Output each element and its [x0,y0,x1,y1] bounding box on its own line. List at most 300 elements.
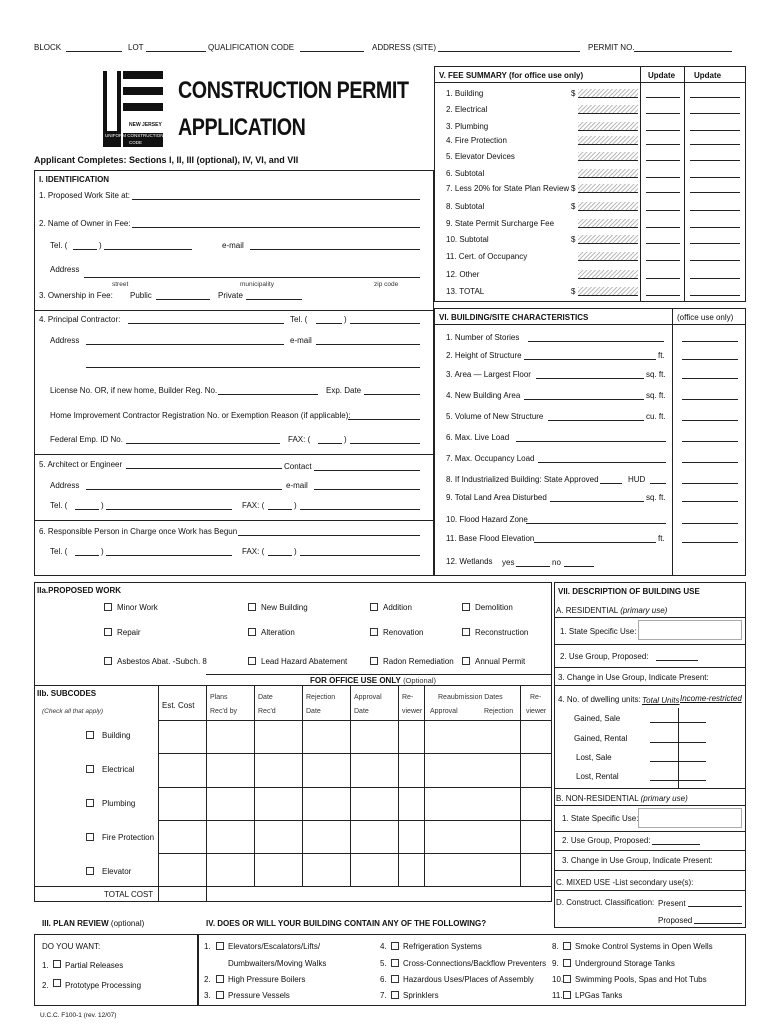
principal-label: 4. Principal Contractor: [39,315,121,324]
partial-num: 1. [42,961,49,970]
license-field[interactable] [218,394,318,395]
fee-update1-field[interactable] [646,278,680,279]
gained-rental-label: Gained, Rental [574,734,628,743]
wetlands-yes-field[interactable] [516,566,550,567]
est-cost-header: Est. Cost [162,701,195,710]
contain-label: Dumbwaiters/Moving Walks [228,959,327,968]
nonres-use-group-field[interactable] [652,844,700,845]
fee-item-label: 3. Plumbing [446,122,489,131]
contain-num: 4. [380,942,387,951]
nonres-primary: (primary use) [640,794,688,803]
principal-email-label: e-mail [290,336,312,345]
fee-item-label: 8. Subtotal [446,202,485,211]
fee-update2-field[interactable] [690,113,740,114]
office-use-bold: FOR OFFICE USE ONLY [310,676,401,685]
principal-email-field[interactable] [316,344,420,345]
responsible-fax-field[interactable] [300,555,420,556]
fee-item-label: 7. Less 20% for State Plan Review [446,184,570,193]
fee-amount-line [578,278,638,279]
mixed-use-label: C. MIXED USE -List secondary use(s): [556,878,694,887]
site-unit-label: ft. [658,534,665,543]
fee-update1-field[interactable] [646,260,680,261]
form-footer: U.C.C. F100-1 (rev. 12/07) [40,1012,117,1019]
lost-rental-label: Lost, Rental [576,772,619,781]
work-checkbox[interactable] [462,603,470,611]
work-checkbox[interactable] [104,628,112,636]
fee-update2-field[interactable] [690,130,740,131]
owner-area-code[interactable] [73,249,97,250]
principal-address-label: Address [50,336,80,345]
lost-rental-field[interactable] [650,780,706,781]
title-line1: CONSTRUCTION PERMIT [178,77,409,104]
contain-label: Cross-Connections/Backflow Preventers [403,959,547,968]
work-site-field[interactable] [132,199,420,200]
contain-num: 10. [552,975,564,984]
work-item-label: Alteration [261,628,295,637]
contain-label: Pressure Vessels [228,991,290,1000]
home-improvement-label: Home Improvement Contractor Registration No. or Exemption Reason (if applicable): [50,411,351,420]
zip-caption: zip code [374,281,399,288]
site-unit-label: sq. ft. [646,370,666,379]
work-checkbox[interactable] [248,628,256,636]
building-site-heading: VI. BUILDING/SITE CHARACTERISTICS [439,313,589,322]
contain-num: 8. [552,942,559,951]
responsible-fax-label: FAX: ( [242,547,265,556]
principal-tel-field[interactable] [350,323,420,324]
residential-label [556,605,667,616]
gained-rental-field[interactable] [650,742,706,743]
work-checkbox[interactable] [370,657,378,665]
subcode-checkbox[interactable] [86,867,94,875]
site-item-label: 7. Max. Occupancy Load [446,454,535,463]
owner-field[interactable] [132,227,420,228]
work-item-label: Demolition [475,603,513,612]
fee-dollar-sign: $ [571,184,576,193]
responsible-fax-area[interactable] [268,555,292,556]
contain-checkbox[interactable] [563,942,571,950]
site-item-label: 11. Base Flood Elevation [446,534,535,543]
fee-amount-line [578,177,638,178]
contain-checkbox[interactable] [391,975,399,983]
fee-update2-field[interactable] [690,278,740,279]
grid-vline [350,686,351,886]
income-restricted-label: Income-restricted [680,694,742,703]
subcode-checkbox[interactable] [86,799,94,807]
site-office-field[interactable] [682,420,738,421]
owner-address-label: Address [50,265,80,274]
principal-address-line2[interactable] [86,367,420,368]
fee-amount-line [578,113,638,114]
grid-hline [158,820,552,821]
architect-fax-close: ) [294,501,297,510]
site-value-field[interactable] [526,523,666,524]
applicant-note: Applicant Completes: Sections I, II, III (optional), IV, VI, and VII [34,155,299,165]
logo-line3: CODE [129,140,143,145]
fee-update2-field[interactable] [690,192,740,193]
fee-update2-field[interactable] [690,295,740,296]
responsible-field[interactable] [238,535,420,536]
private-label: Private [218,291,243,300]
site-item-label: 4. New Building Area [446,391,521,400]
contain-checkbox[interactable] [391,991,399,999]
site-item-label: 10. Flood Hazard Zone [446,515,528,524]
site-unit-label: sq. ft. [646,493,666,502]
prototype-label: Prototype Processing [65,981,142,990]
fee-amount-line [578,295,638,296]
site-value-field[interactable] [528,341,664,342]
site-office-field[interactable] [682,462,738,463]
residential-text: A. RESIDENTIAL [556,606,618,615]
lot-field[interactable] [146,51,206,52]
architect-address-field[interactable] [86,489,282,490]
site-office-field[interactable] [682,523,738,524]
owner-tel-label: Tel. ( [50,241,68,250]
responsible-fax-close: ) [294,547,297,556]
principal-field[interactable] [128,323,284,324]
grid-vline [158,686,159,902]
grid-col-header: Date [258,694,273,701]
grid-col-header: Date [306,708,321,715]
contain-checkbox[interactable] [391,959,399,967]
qualification-code-label: QUALIFICATION CODE [208,43,295,52]
grid-hline [158,787,552,788]
grid-col-header: Rejection [306,694,336,701]
grid-vline [424,686,425,886]
work-site-label: 1. Proposed Work Site at: [39,191,131,200]
contain-num: 5. [380,959,387,968]
contain-label: Swimming Pools, Spas and Hot Tubs [575,975,707,984]
responsible-tel-label: Tel. ( [50,547,68,556]
owner-label: 2. Name of Owner in Fee: [39,219,131,228]
site-value-field[interactable] [524,359,656,360]
fee-update1-field[interactable] [646,144,680,145]
site-item-label: 5. Volume of New Structure [446,412,544,421]
res-state-specific-label: 1. State Specific Use: [560,627,637,636]
fee-update1-field[interactable] [646,160,680,161]
work-checkbox[interactable] [370,603,378,611]
architect-tel-field[interactable] [106,509,232,510]
grid-hline [158,853,552,854]
municipality-caption: municipality [240,281,274,288]
site-value-field[interactable] [538,462,666,463]
principal-fax-label: FAX: ( [288,435,311,444]
exp-date-label: Exp. Date [326,386,362,395]
work-checkbox[interactable] [462,628,470,636]
hud-field[interactable] [650,483,666,484]
permit-no-label: PERMIT NO. [588,43,635,52]
reviewer2-header: Re- [530,694,542,701]
home-improvement-field[interactable] [348,419,420,420]
fee-update1-field[interactable] [646,130,680,131]
res-state-specific-field[interactable] [638,620,742,640]
dwelling-label: 4. No. of dwelling units: [558,695,641,704]
nonres-label [556,793,688,804]
license-label: License No. OR, if new home, Builder Reg. No. [50,386,218,395]
fee-update2-field[interactable] [690,243,740,244]
plan-review-heading [42,918,144,929]
wetlands-no-field[interactable] [564,566,594,567]
responsible-label: 6. Responsible Person in Charge once Work has Begun [39,527,238,536]
fee-item-label: 1. Building [446,89,484,98]
owner-tel-field[interactable] [104,249,192,250]
fee-update1-field[interactable] [646,243,680,244]
grid-col-header: Rec'd [258,708,276,715]
fee-item-label: 12. Other [446,270,480,279]
site-office-field[interactable] [682,542,738,543]
site-office-field[interactable] [682,378,738,379]
partial-releases-label: Partial Releases [65,961,124,970]
work-item-label: Addition [383,603,412,612]
fee-update2-field[interactable] [690,160,740,161]
prototype-checkbox[interactable] [53,979,61,987]
resub-rejection: Rejection [484,708,514,715]
work-checkbox[interactable] [370,628,378,636]
address-site-field[interactable] [438,51,580,52]
contain-num: 3. [204,991,211,1000]
fee-update1-field[interactable] [646,113,680,114]
site-office-field[interactable] [682,501,738,502]
principal-fax-area[interactable] [318,443,342,444]
grid-vline [302,686,303,886]
responsible-area-code[interactable] [75,555,99,556]
nonres-text: B. NON-RESIDENTIAL [556,794,639,803]
architect-fax-area[interactable] [268,509,292,510]
fee-amount-line [578,260,638,261]
contain-checkbox[interactable] [216,975,224,983]
fee-dollar-sign: $ [571,287,576,296]
lost-sale-field[interactable] [650,761,706,762]
architect-fax-field[interactable] [300,509,420,510]
principal-fax-field[interactable] [350,443,420,444]
nonres-state-specific-field[interactable] [638,808,742,828]
contain-label: Smoke Control Systems in Open Wells [575,942,713,951]
lost-sale-label: Lost, Sale [576,753,612,762]
fee-update2-field[interactable] [690,260,740,261]
contain-checkbox[interactable] [563,991,571,999]
fee-item-label: 10. Subtotal [446,235,489,244]
contact-field[interactable] [314,470,420,471]
fee-amount-line [578,243,638,244]
contain-checkbox[interactable] [216,942,224,950]
grid-hline [158,886,552,887]
site-item-label: 6. Max. Live Load [446,433,510,442]
work-item-label: Reconstruction [475,628,529,637]
fee-dollar-sign: $ [571,202,576,211]
resub-approval: Approval [430,708,458,715]
address-site-label: ADDRESS (SITE) [372,43,437,52]
contain-label: High Pressure Boilers [228,975,306,984]
nonres-change-label: 3. Change in Use Group, Indicate Present: [562,856,713,865]
contain-checkbox[interactable] [391,942,399,950]
present-field[interactable] [688,906,742,907]
contain-num: 11. [552,991,563,1000]
lot-label: LOT [128,43,144,52]
fee-update1-field[interactable] [646,97,680,98]
site-value-field[interactable] [534,542,656,543]
wetlands-no: no [552,558,561,567]
fee-update1-field[interactable] [646,192,680,193]
partial-releases-checkbox[interactable] [53,960,61,968]
work-checkbox[interactable] [104,657,112,665]
update-col2: Update [694,71,722,80]
fee-item-label: 4. Fire Protection [446,136,507,145]
site-office-field[interactable] [682,341,738,342]
subcode-label: Electrical [102,765,135,774]
grid-col-header: viewer [402,708,423,715]
grid-hline [158,720,552,721]
ucc-logo [103,71,163,147]
building-site-office-use: (office use only) [677,313,734,322]
fee-update2-field[interactable] [690,227,740,228]
principal-address-field[interactable] [86,344,284,345]
work-item-label: Renovation [383,628,424,637]
fee-update1-field[interactable] [646,177,680,178]
title-line2: APPLICATION [178,114,306,141]
work-checkbox[interactable] [462,657,470,665]
site-value-field[interactable] [516,441,666,442]
architect-area-code[interactable] [75,509,99,510]
site-unit-label: ft. [658,351,665,360]
grid-col-header: Re- [402,694,414,701]
fee-amount-line [578,192,638,193]
architect-tel-label: Tel. ( [50,501,68,510]
architect-email-field[interactable] [314,489,420,490]
site-value-field[interactable] [524,399,644,400]
site-office-field[interactable] [682,399,738,400]
subcode-label: Fire Protection [102,833,155,842]
fee-update2-field[interactable] [690,210,740,211]
fee-dollar-sign: $ [571,235,576,244]
grid-hline [158,753,552,754]
ownership-label: 3. Ownership in Fee: [39,291,113,300]
total-cost-vline [206,886,207,902]
fee-item-label: 6. Subtotal [446,169,485,178]
principal-tel-label: Tel. ( [290,315,308,324]
grid-col-header: Rec'd by [210,708,238,715]
architect-email-label: e-mail [286,481,308,490]
public-field[interactable] [156,299,210,300]
contain-checkbox[interactable] [563,959,571,967]
site-value-field[interactable] [548,420,644,421]
residential-primary: (primary use) [620,606,668,615]
subcode-checkbox[interactable] [86,731,94,739]
subcodes-heading: IIb. SUBCODES [37,689,97,698]
gained-sale-label: Gained, Sale [574,714,621,723]
work-item-label: New Building [261,603,308,612]
owner-email-field[interactable] [250,249,420,250]
private-field[interactable] [246,299,302,300]
res-use-group-field[interactable] [656,660,698,661]
site-value-field[interactable] [536,378,644,379]
res-use-group-label: 2. Use Group, Proposed: [560,652,649,661]
block-label: BLOCK [34,43,62,52]
grid-vline [520,686,521,886]
architect-field[interactable] [126,468,282,469]
federal-id-field[interactable] [126,443,280,444]
construct-class-label: D. Construct. Classification: [556,898,655,907]
gained-sale-field[interactable] [650,722,706,723]
site-office-field[interactable] [682,441,738,442]
plan-review-optional: (optional) [110,919,145,928]
site-unit-label: HUD [628,475,646,484]
grid-vline [398,686,399,886]
total-units-label: Total Units [642,696,680,705]
architect-tel-close: ) [101,501,104,510]
grid-vline [206,686,207,886]
subcode-label: Plumbing [102,799,136,808]
fee-update2-field[interactable] [690,144,740,145]
grid-col-header: Approval [354,694,382,701]
responsible-tel-field[interactable] [106,555,232,556]
fee-update2-field[interactable] [690,97,740,98]
work-checkbox[interactable] [104,603,112,611]
site-value-field[interactable] [550,501,644,502]
work-item-label: Minor Work [117,603,158,612]
contain-label: Sprinklers [403,991,439,1000]
owner-address-field[interactable] [84,277,420,278]
fee-update2-field[interactable] [690,177,740,178]
identification-section [34,170,434,576]
contain-checkbox[interactable] [563,975,571,983]
responsible-tel-close: ) [101,547,104,556]
fee-update1-field[interactable] [646,295,680,296]
total-cost-line [34,886,206,887]
work-item-label: Lead Hazard Abatement [261,657,348,666]
grid-col-header: Plans [210,694,228,701]
site-item-label: 2. Height of Structure [446,351,522,360]
site-office-field[interactable] [682,483,738,484]
site-office-field[interactable] [682,359,738,360]
contain-checkbox[interactable] [216,991,224,999]
fee-amount-line [578,210,638,211]
fee-item-label: 13. TOTAL [446,287,485,296]
fee-update1-field[interactable] [646,210,680,211]
block-field[interactable] [66,51,122,52]
site-value-field[interactable] [600,483,622,484]
contain-num: 1. [204,942,211,951]
permit-no-field[interactable] [634,51,732,52]
architect-address-label: Address [50,481,80,490]
architect-label: 5. Architect or Engineer [39,460,123,469]
subcode-checkbox[interactable] [86,833,94,841]
exp-date-field[interactable] [364,394,420,395]
contain-label: Underground Storage Tanks [575,959,675,968]
contain-heading: IV. DOES OR WILL YOUR BUILDING CONTAIN ANY OF THE FOLLOWING? [206,919,487,928]
qualification-code-field[interactable] [300,51,364,52]
office-use-optional: (Optional) [403,676,436,685]
proposed-field[interactable] [694,923,742,924]
present-label: Present [658,899,686,908]
reviewer2-header: viewer [526,708,547,715]
public-label: Public [130,291,152,300]
subcodes-check: (Check all that apply) [42,708,104,715]
subcode-checkbox[interactable] [86,765,94,773]
contain-label: Hazardous Uses/Places of Assembly [403,975,534,984]
fee-amount-line [578,144,638,145]
work-checkbox[interactable] [248,657,256,665]
contain-num: 6. [380,975,387,984]
work-checkbox[interactable] [248,603,256,611]
fee-update1-field[interactable] [646,227,680,228]
principal-area-code[interactable] [316,323,342,324]
site-unit-label: cu. ft. [646,412,666,421]
nonres-state-specific-label: 1. State Specific Use: [562,814,639,823]
logo-line1: NEW JERSEY [129,122,162,128]
fee-item-label: 11. Cert. of Occupancy [446,252,528,261]
logo-line2: UNIFORM CONSTRUCTION [105,133,164,138]
building-use-heading: VII. DESCRIPTION OF BUILDING USE [558,587,700,596]
site-item-label: 3. Area — Largest Floor [446,370,531,379]
